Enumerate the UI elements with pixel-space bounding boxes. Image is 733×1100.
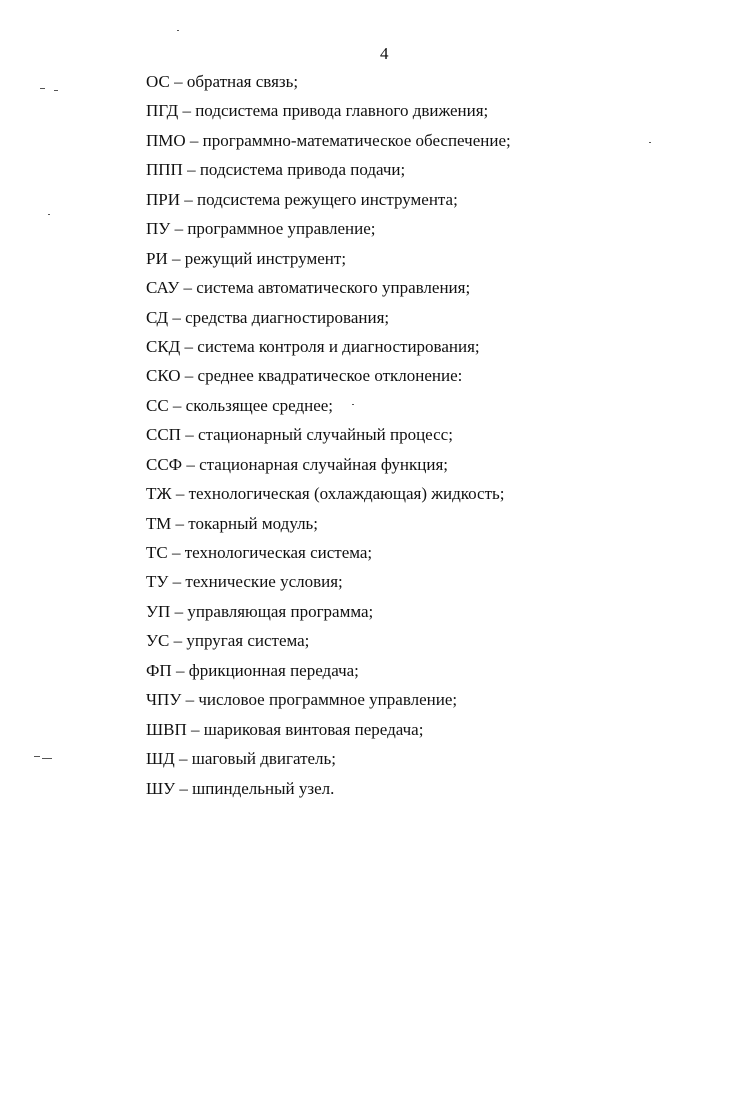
abbreviation-item: СД – средства диагностирования; <box>146 307 390 327</box>
abbreviation-item: РИ – режущий инструмент; <box>146 248 347 268</box>
abbreviation-item: СС – скользящее среднее; <box>146 395 334 415</box>
abbreviation-item: ТУ – технические условия; <box>146 572 343 592</box>
abbreviation-item: ПУ – программное управление; <box>146 219 376 239</box>
abbreviation-item: УП – управляющая программа; <box>146 601 374 621</box>
abbreviation-item: ПМО – программно-математическое обеспечение; <box>146 130 511 150</box>
scan-speck <box>177 30 179 31</box>
abbreviation-item: ТЖ – технологическая (охлаждающая) жидкость; <box>146 484 505 504</box>
abbreviation-item: ПРИ – подсистема режущего инструмента; <box>146 189 458 209</box>
abbreviation-item: ТС – технологическая система; <box>146 543 373 562</box>
abbreviation-item: ЧПУ – числовое программное управление; <box>146 690 458 710</box>
abbreviation-item: САУ – система автоматического управления; <box>146 278 471 298</box>
abbreviation-item: УС – упругая система; <box>146 631 310 651</box>
abbreviation-item: ОС – обратная связь; <box>146 72 299 91</box>
scan-speck <box>352 404 354 405</box>
abbreviation-item: ШД – шаговый двигатель; <box>146 749 337 769</box>
abbreviation-item: ШУ – шпиндельный узел. <box>146 778 335 798</box>
scan-speck <box>48 214 50 215</box>
page-number: 4 <box>380 44 389 63</box>
abbreviation-item: ПГД – подсистема привода главного движения; <box>146 101 489 121</box>
scan-speck <box>649 142 651 143</box>
scan-speck <box>54 90 58 91</box>
abbreviation-item: СКД – система контроля и диагностирования; <box>146 336 480 356</box>
abbreviation-item: ППП – подсистема привода подачи; <box>146 160 406 180</box>
abbreviation-list <box>146 72 511 808</box>
abbreviation-item: СКО – среднее квадратическое отклонение: <box>146 366 463 386</box>
abbreviation-item: ТМ – токарный модуль; <box>146 513 319 533</box>
abbreviation-item: ФП – фрикционная передача; <box>146 660 359 680</box>
scan-speck <box>42 758 52 759</box>
abbreviation-item: ШВП – шариковая винтовая передача; <box>146 719 424 739</box>
scan-speck <box>34 756 40 757</box>
scan-speck <box>40 88 45 89</box>
abbreviation-item: ССП – стационарный случайный процесс; <box>146 425 453 445</box>
abbreviation-item: ССФ – стационарная случайная функция; <box>146 454 449 474</box>
